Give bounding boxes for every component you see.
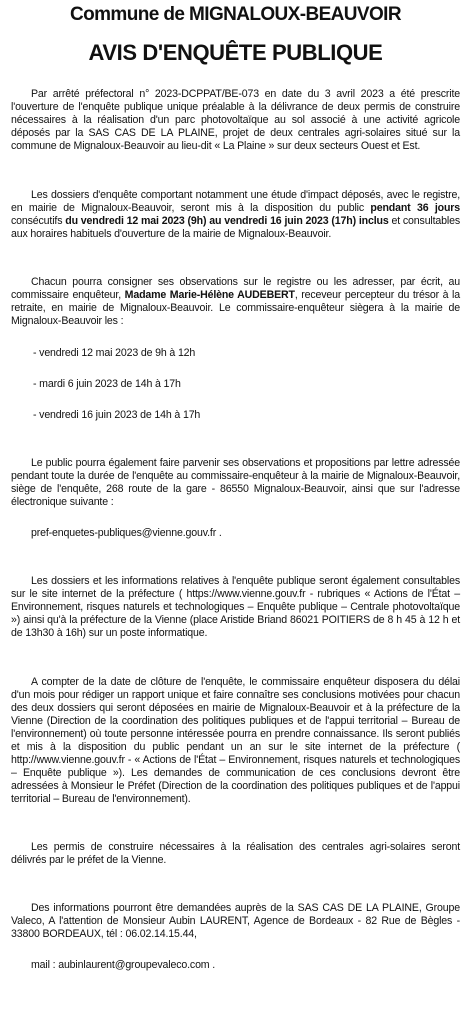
paragraph-arrete: Par arrêté préfectoral n° 2023-DCPPAT/BE-073 en date du 3 avril 2023 a été prescrite l'ouverture de l'enquête publique unique préalable à la délivrance de deux permis de construire nécessaires à la réalisation d'un parc photovoltaïque au sol associé à une activité agricole déposés par la SAS CAS DE LA PLAINE, projet de deux centrales agri-solaires situé sur la commune de Mignaloux-Beauvoir au lieu-dit « La Plaine » sur deux secteurs Ouest et Est. [11, 88, 460, 152]
paragraph-closure: A compter de la date de clôture de l'enquête, le commissaire enquêteur disposera du délai d'un mois pour rédiger un rapport unique et faire connaître ses conclusions motivées pour chacun des deux dossiers qui seront déposées en mairie de Mignaloux-Beauvoir et à la préfecture de la Vienne (Direction de la coordination des politiques publiques et de l'appui territorial – Bureau de l'environnement) où toute personne intéressée pourra en prendre connaissance. Ils seront publiés et mis à la disposition du public pendant un an sur le site internet de la préfecture ( http://www.vienne.gouv.fr - « Actions de l'État – Environnement, risques naturels et technologiques – Enquête publique »). Les demandes de communication de ces conclusions devront être adressées à Monsieur le Préfet (Direction de la coordination des politiques publiques et de l'appui territorial – Bureau de l'environnement). [11, 676, 460, 805]
dates-bold: du vendredi 12 mai 2023 (9h) au vendredi 16 juin 2023 (17h) inclus [65, 215, 389, 227]
dossiers-text-e: et consultables aux horaires habituels d'ouverture de la mairie de Mignaloux-Beauvoir. [11, 215, 461, 240]
notice-title: AVIS D'ENQUÊTE PUBLIQUE [88, 40, 383, 65]
paragraph-letters: Le public pourra également faire parvenir ses observations et propositions par lettre adressée pendant toute la durée de l'enquête au commissaire-enquêteur à la mairie de Mignaloux-Beauvoir, siège de l'enquête, 268 route de la gare - 86550 Mignaloux-Beauvoir, ainsi que sur l'adresse électronique suivante : [11, 457, 460, 508]
commissioner-name: Madame Marie-Hélène AUDEBERT [124, 289, 295, 301]
session-item: - vendredi 12 mai 2023 de 9h à 12h [33, 347, 196, 359]
session-item: - vendredi 16 juin 2023 de 14h à 17h [33, 409, 201, 421]
prefecture-email: pref-enquetes-publiques@vienne.gouv.fr . [31, 527, 222, 539]
dossiers-text-a: Les dossiers d'enquête comportant notamment une étude d'impact déposés, avec le registre, en mairie de Mignaloux-Beauvoir, seront mis à la disposition du public [11, 189, 460, 214]
observations-text-c: , receveur percepteur du trésor à la retraite, en mairie de Mignaloux-Beauvoir. Le commissaire-enquêteur siègera à la mairie de Mignaloux-Beauvoir les : [11, 289, 460, 327]
contact-email: mail : aubinlaurent@groupevaleco.com . [31, 959, 216, 971]
session-item: - mardi 6 juin 2023 de 14h à 17h [33, 378, 181, 390]
paragraph-contact: Des informations pourront être demandées auprès de la SAS CAS DE LA PLAINE, Groupe Valeco, A l'attention de Monsieur Aubin LAURENT, Agence de Bordeaux - 82 Rue de Bègles - 33800 BORDEAUX, tél : 06.02.14.15.44, [11, 902, 460, 940]
paragraph-observations [11, 276, 460, 328]
paragraph-dossiers [11, 189, 460, 241]
dossiers-text-c: consécutifs [11, 215, 66, 227]
paragraph-permits: Les permis de construire nécessaires à la réalisation des centrales agri-solaires seront délivrés par le préfet de la Vienne. [11, 841, 460, 866]
observations-text-a: Chacun pourra consigner ses observations sur le registre ou les adresser, par écrit, au commissaire enquêteur, [11, 276, 460, 301]
paragraph-online-files: Les dossiers et les informations relatives à l'enquête publique seront également consultables sur le site internet de la préfecture ( https://www.vienne.gouv.fr - rubriques « Actions de l'État – Environnement, risques naturels et technologiques – Enquête publique – Centrale photovoltaïque ») ainsi qu'à la préfecture de la Vienne (place Aristide Briand 86021 POITIERS de 8 h 45 à 12 h et de 13h30 à 16h) sur un poste informatique. [11, 575, 460, 639]
commune-heading: Commune de MIGNALOUX-BEAUVOIR [70, 4, 401, 25]
duration-bold: pendant 36 jours [370, 202, 460, 214]
